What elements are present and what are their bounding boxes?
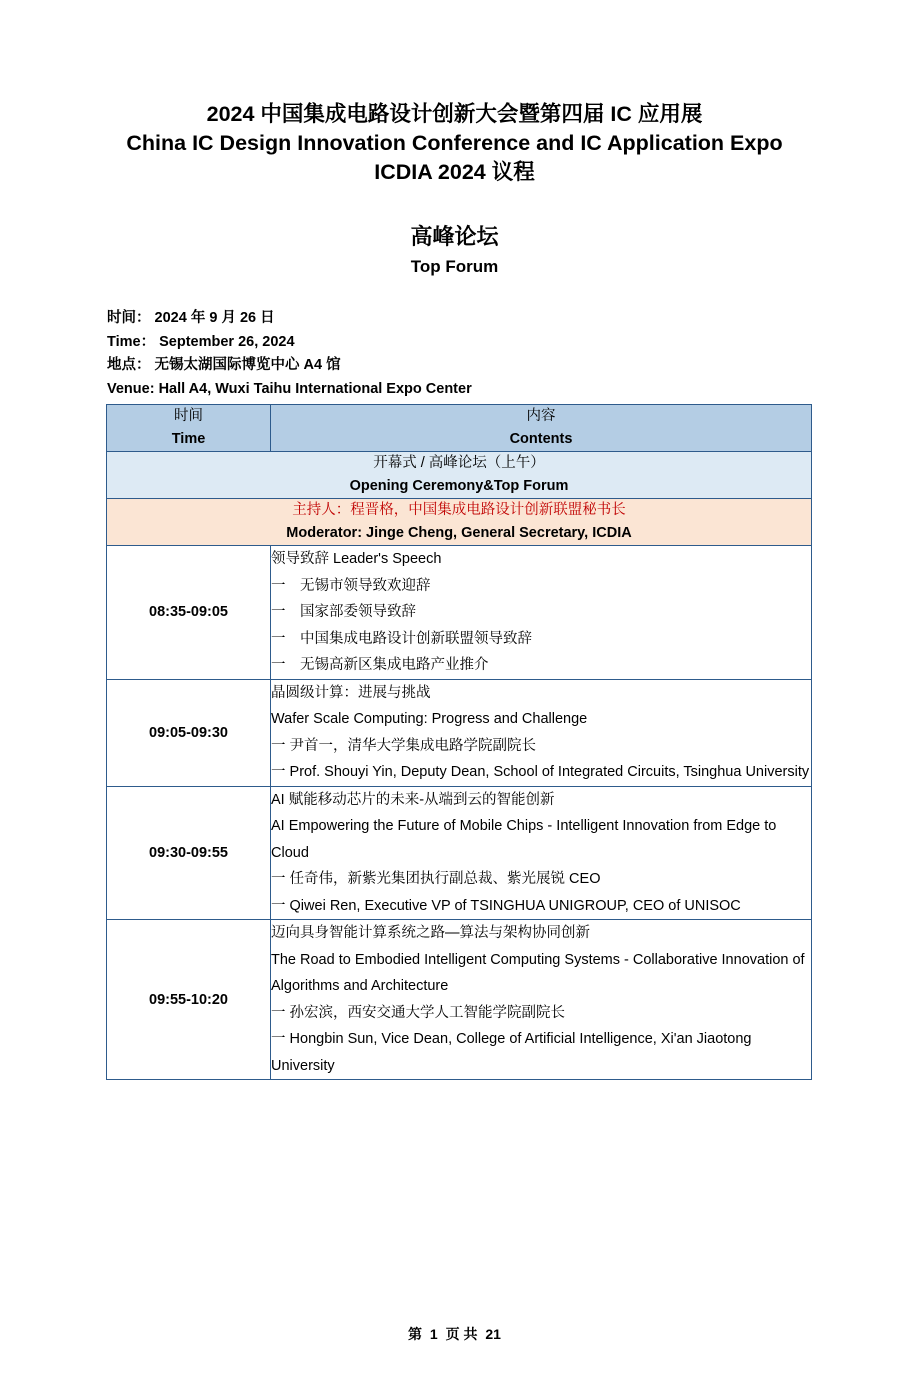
session-line: 晶圆级计算：进展与挑战 — [271, 684, 431, 701]
section-title-en: Top Forum — [410, 257, 499, 276]
document-title — [0, 100, 909, 187]
meta-venue-value-cn: 无锡太湖国际博览中心 A4 馆 — [154, 357, 341, 373]
agenda-table — [106, 404, 812, 1080]
meta-venue-label-cn: 地点： — [107, 357, 151, 373]
session-contents — [271, 920, 812, 1080]
session-line: 一 无锡高新区集成电路产业推介 — [271, 657, 489, 673]
session-line: 一 无锡市领导致欢迎辞 — [271, 577, 431, 594]
session-line: 一 孙宏滨，西安交通大学人工智能学院副院长 — [271, 1004, 566, 1021]
session-contents — [271, 679, 812, 786]
meta-time-value-en: September 26, 2024 — [159, 333, 295, 350]
session-contents — [271, 786, 812, 920]
header-contents — [271, 405, 812, 452]
table-row-opening-band — [107, 452, 812, 499]
title-line-agenda: ICDIA 2024 议程 — [374, 160, 535, 184]
event-meta — [107, 307, 909, 401]
meta-venue-label-en: Venue: — [107, 380, 155, 397]
opening-ceremony-band — [107, 452, 812, 499]
header-contents-en: Contents — [509, 431, 573, 447]
session-line: 一 Hongbin Sun, Vice Dean, College of Artificial Intelligence, Xi'an Jiaotong University — [271, 1031, 752, 1074]
footer-prefix: 第 — [408, 1326, 423, 1342]
footer-page-number: 1 — [429, 1326, 438, 1342]
table-row — [107, 786, 812, 920]
meta-time-label-en: Time： — [107, 333, 156, 350]
page-footer — [0, 1324, 909, 1344]
header-time — [107, 405, 271, 452]
moderator-band-en: Moderator: Jinge Cheng, General Secretary, ICDIA — [286, 525, 632, 541]
session-line: The Road to Embodied Intelligent Computing Systems - Collaborative Innovation of Algorithms and Architecture — [271, 951, 805, 994]
table-row-moderator-band — [107, 499, 812, 546]
session-line: 领导致辞 Leader's Speech — [271, 551, 442, 567]
title-line-en: China IC Design Innovation Conference and IC Application Expo — [126, 131, 783, 155]
meta-time-label-cn: 时间： — [107, 310, 151, 326]
session-line: 一 国家部委领导致辞 — [271, 604, 416, 620]
session-line: 一 尹首一，清华大学集成电路学院副院长 — [271, 737, 537, 754]
moderator-band — [107, 499, 812, 546]
opening-band-en: Opening Ceremony&Top Forum — [349, 478, 569, 494]
section-title-cn: 高峰论坛 — [410, 224, 499, 249]
meta-time-en — [107, 331, 909, 355]
session-time: 09:05-09:30 — [107, 679, 271, 786]
document-page — [0, 100, 909, 1386]
footer-total-pages: 21 — [485, 1326, 501, 1342]
session-line: 一 中国集成电路设计创新联盟领导致辞 — [271, 630, 532, 647]
session-line: Wafer Scale Computing: Progress and Challenge — [271, 711, 588, 727]
moderator-band-cn: 主持人：程晋格，中国集成电路设计创新联盟秘书长 — [292, 502, 626, 518]
meta-time-value-cn: 2024 年 9 月 26 日 — [154, 310, 275, 326]
meta-time-cn — [107, 307, 909, 331]
table-row — [107, 546, 812, 680]
session-line: 一 Qiwei Ren, Executive VP of TSINGHUA UNIGROUP, CEO of UNISOC — [271, 897, 741, 914]
section-title — [0, 221, 909, 281]
title-line-cn: 2024 中国集成电路设计创新大会暨第四届 IC 应用展 — [206, 102, 703, 126]
table-header-row — [107, 405, 812, 452]
meta-venue-en — [107, 378, 909, 402]
session-line: AI Empowering the Future of Mobile Chips - Intelligent Innovation from Edge to Cloud — [271, 818, 777, 861]
table-row — [107, 920, 812, 1080]
header-contents-cn: 内容 — [526, 408, 556, 424]
header-time-cn: 时间 — [174, 408, 203, 424]
session-line: 迈向具身智能计算系统之路—算法与架构协同创新 — [271, 925, 590, 941]
session-time: 08:35-09:05 — [107, 546, 271, 680]
table-row — [107, 679, 812, 786]
meta-venue-value-en: Hall A4, Wuxi Taihu International Expo Center — [158, 380, 472, 397]
session-time: 09:30-09:55 — [107, 786, 271, 920]
session-line: AI 赋能移动芯片的未来-从端到云的智能创新 — [271, 791, 555, 808]
session-line: 一 Prof. Shouyi Yin, Deputy Dean, School of Integrated Circuits, Tsinghua University — [271, 764, 810, 780]
session-time: 09:55-10:20 — [107, 920, 271, 1080]
opening-band-cn: 开幕式 / 高峰论坛（上午） — [373, 455, 545, 471]
header-time-en: Time — [171, 431, 206, 447]
meta-venue-cn — [107, 354, 909, 378]
session-contents — [271, 546, 812, 680]
session-line: 一 任奇伟，新紫光集团执行副总裁、紫光展锐 CEO — [271, 871, 601, 887]
footer-middle: 页 共 — [445, 1326, 478, 1342]
